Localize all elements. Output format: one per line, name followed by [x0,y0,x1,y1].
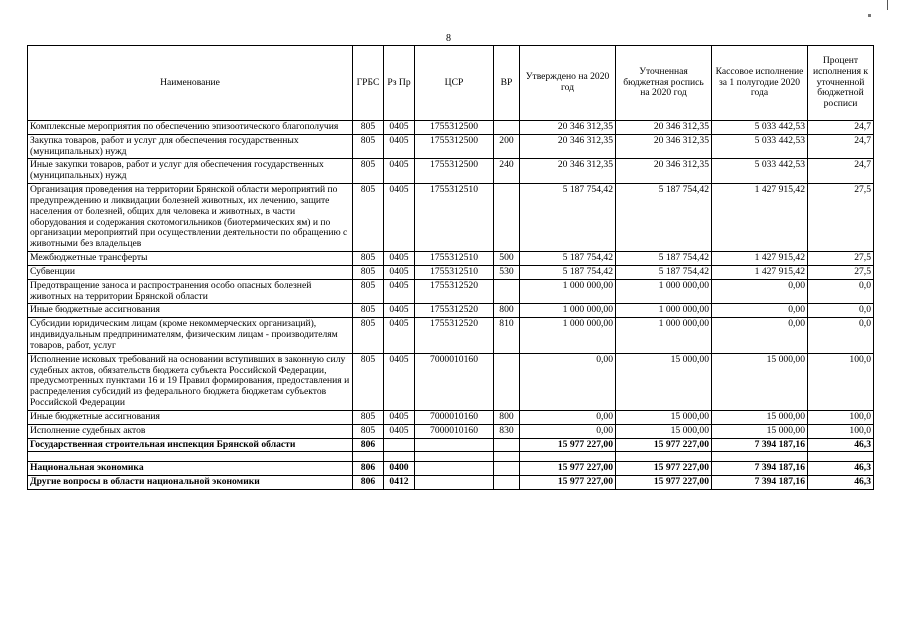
cell-vr: 830 [494,424,520,438]
cell-approved: 20 346 312,35 [520,134,616,159]
cell-csr [415,476,494,490]
cell-rzpr: 0405 [384,134,415,159]
cell-refined: 1 000 000,00 [616,304,712,318]
cell-name: Иные бюджетные ассигнования [28,304,353,318]
cell-approved: 0,00 [520,424,616,438]
cell-refined: 15 977 227,00 [616,476,712,490]
cell-csr: 1755312520 [415,318,494,353]
cell-csr: 1755312500 [415,134,494,159]
cell-csr: 1755312500 [415,159,494,184]
cell-refined: 1 000 000,00 [616,318,712,353]
table-row [28,476,874,490]
cell-rzpr: 0405 [384,353,415,410]
budget-table [27,45,874,490]
cell-cash: 15 000,00 [712,410,808,424]
cell-name: Межбюджетные трансферты [28,252,353,266]
table-row [28,252,874,266]
cell-name: Национальная экономика [28,462,353,476]
cell-refined: 20 346 312,35 [616,121,712,135]
page-edge-mark [887,0,888,10]
header-csr: ЦСР [415,46,494,121]
empty-cell [353,452,384,462]
cell-rzpr [384,438,415,452]
cell-grbs: 805 [353,353,384,410]
table-row [28,438,874,452]
cell-name: Исполнение исковых требований на основании вступивших в законную силу судебных актов, обязательств бюджета субъекта Российской Федерации, предусмотренных пунктами 16 и 19 Правил формирования, предоставления и распределения субсидий из федерального бюджета бюджетам субъектов Российской Федерации [28,353,353,410]
table-row [28,265,874,279]
table-row [28,134,874,159]
cell-name: Закупка товаров, работ и услуг для обеспечения государственных (муниципальных) нужд [28,134,353,159]
cell-csr: 1755312510 [415,252,494,266]
cell-percent: 0,0 [808,279,874,304]
cell-approved: 15 977 227,00 [520,462,616,476]
cell-percent: 46,3 [808,476,874,490]
empty-cell [616,452,712,462]
cell-cash: 1 427 915,42 [712,184,808,252]
cell-percent: 27,5 [808,184,874,252]
cell-vr [494,462,520,476]
header-percent: Процент исполнения к уточненной бюджетной росписи [808,46,874,121]
cell-name: Комплексные мероприятия по обеспечению эпизоотического благополучия [28,121,353,135]
cell-name: Иные закупки товаров, работ и услуг для обеспечения государственных (муниципальных) нужд [28,159,353,184]
cell-refined: 5 187 754,42 [616,252,712,266]
cell-approved: 20 346 312,35 [520,121,616,135]
cell-percent: 27,5 [808,252,874,266]
cell-approved: 5 187 754,42 [520,265,616,279]
cell-percent: 27,5 [808,265,874,279]
cell-vr: 530 [494,265,520,279]
cell-vr [494,476,520,490]
cell-percent: 100,0 [808,424,874,438]
cell-approved: 5 187 754,42 [520,184,616,252]
cell-cash: 7 394 187,16 [712,476,808,490]
cell-csr: 7000010160 [415,410,494,424]
cell-vr: 500 [494,252,520,266]
cell-percent: 24,7 [808,121,874,135]
cell-csr: 7000010160 [415,424,494,438]
cell-name: Исполнение судебных актов [28,424,353,438]
cell-refined: 5 187 754,42 [616,265,712,279]
cell-name: Организация проведения на территории Брянской области мероприятий по предупреждению и ликвидации болезней животных, их лечению, защите населения от болезней, общих для человека и животных, в части оборудования и содержания скотомогильников (биотермических ям) и по организации мероприятий при осуществлении деятельности по обращению с животными без владельцев [28,184,353,252]
cell-rzpr: 0405 [384,121,415,135]
cell-name: Иные бюджетные ассигнования [28,410,353,424]
cell-cash: 7 394 187,16 [712,438,808,452]
cell-rzpr: 0405 [384,265,415,279]
cell-csr: 1755312520 [415,304,494,318]
cell-approved: 0,00 [520,353,616,410]
cell-grbs: 805 [353,252,384,266]
cell-vr: 800 [494,410,520,424]
table-body [28,121,874,490]
cell-approved: 15 977 227,00 [520,476,616,490]
cell-name: Государственная строительная инспекция Брянской области [28,438,353,452]
table-header-row [28,46,874,121]
cell-csr: 7000010160 [415,353,494,410]
cell-vr [494,353,520,410]
empty-cell [712,452,808,462]
cell-vr [494,121,520,135]
table-row [28,424,874,438]
cell-grbs: 805 [353,121,384,135]
cell-csr: 1755312500 [415,121,494,135]
cell-name: Другие вопросы в области национальной экономики [28,476,353,490]
cell-refined: 15 977 227,00 [616,462,712,476]
cell-cash: 5 033 442,53 [712,134,808,159]
cell-percent: 24,7 [808,134,874,159]
cell-refined: 5 187 754,42 [616,184,712,252]
header-vr: ВР [494,46,520,121]
empty-cell [520,452,616,462]
cell-percent: 46,3 [808,462,874,476]
cell-percent: 0,0 [808,318,874,353]
cell-rzpr: 0405 [384,304,415,318]
cell-cash: 1 427 915,42 [712,252,808,266]
cell-cash: 1 427 915,42 [712,265,808,279]
cell-vr [494,184,520,252]
cell-csr: 1755312510 [415,184,494,252]
cell-refined: 15 000,00 [616,410,712,424]
cell-name: Предотвращение заноса и распространения особо опасных болезней животных на территории Брянской области [28,279,353,304]
cell-refined: 20 346 312,35 [616,159,712,184]
header-approved: Утверждено на 2020 год [520,46,616,121]
cell-rzpr: 0405 [384,410,415,424]
cell-grbs: 805 [353,318,384,353]
cell-rzpr: 0412 [384,476,415,490]
cell-percent: 46,3 [808,438,874,452]
cell-vr [494,279,520,304]
cell-vr: 800 [494,304,520,318]
cell-grbs: 805 [353,410,384,424]
header-name: Наименование [28,46,353,121]
header-grbs: ГРБС [353,46,384,121]
cell-cash: 5 033 442,53 [712,159,808,184]
table-row [28,318,874,353]
table-row [28,462,874,476]
spacer-row [28,452,874,462]
cell-rzpr: 0405 [384,318,415,353]
cell-rzpr: 0405 [384,184,415,252]
empty-cell [494,452,520,462]
cell-percent: 100,0 [808,353,874,410]
cell-grbs: 806 [353,476,384,490]
cell-cash: 0,00 [712,279,808,304]
cell-name: Субсидии юридическим лицам (кроме некоммерческих организаций), индивидуальным предпринимателям, физическим лицам - производителям товаров, работ, услуг [28,318,353,353]
cell-approved: 15 977 227,00 [520,438,616,452]
cell-grbs: 805 [353,159,384,184]
cell-approved: 20 346 312,35 [520,159,616,184]
cell-cash: 15 000,00 [712,424,808,438]
cell-cash: 0,00 [712,318,808,353]
table-row [28,184,874,252]
cell-vr: 200 [494,134,520,159]
empty-cell [808,452,874,462]
header-rzpr: Рз Пр [384,46,415,121]
table-row [28,304,874,318]
cell-csr [415,438,494,452]
table-row [28,410,874,424]
cell-cash: 15 000,00 [712,353,808,410]
cell-vr: 810 [494,318,520,353]
table-row [28,121,874,135]
cell-cash: 7 394 187,16 [712,462,808,476]
cell-percent: 24,7 [808,159,874,184]
header-cash: Кассовое исполнение за 1 полугодие 2020 года [712,46,808,121]
cell-name: Субвенции [28,265,353,279]
cell-rzpr: 0400 [384,462,415,476]
cell-grbs: 805 [353,424,384,438]
cell-grbs: 805 [353,134,384,159]
cell-rzpr: 0405 [384,252,415,266]
cell-grbs: 805 [353,184,384,252]
cell-grbs: 805 [353,279,384,304]
cell-approved: 1 000 000,00 [520,318,616,353]
cell-refined: 15 000,00 [616,424,712,438]
cell-percent: 100,0 [808,410,874,424]
cell-vr: 240 [494,159,520,184]
cell-grbs: 806 [353,438,384,452]
table-row [28,353,874,410]
cell-approved: 0,00 [520,410,616,424]
cell-csr: 1755312520 [415,279,494,304]
page-number: 8 [446,33,451,44]
scan-speck [868,14,871,17]
cell-approved: 1 000 000,00 [520,279,616,304]
cell-rzpr: 0405 [384,424,415,438]
cell-refined: 15 977 227,00 [616,438,712,452]
empty-cell [28,452,353,462]
table-row [28,159,874,184]
cell-rzpr: 0405 [384,279,415,304]
empty-cell [384,452,415,462]
cell-grbs: 806 [353,462,384,476]
table-row [28,279,874,304]
cell-refined: 1 000 000,00 [616,279,712,304]
cell-grbs: 805 [353,265,384,279]
cell-refined: 15 000,00 [616,353,712,410]
header-refined: Уточненная бюджетная роспись на 2020 год [616,46,712,121]
cell-cash: 0,00 [712,304,808,318]
cell-cash: 5 033 442,53 [712,121,808,135]
cell-csr [415,462,494,476]
cell-grbs: 805 [353,304,384,318]
cell-rzpr: 0405 [384,159,415,184]
cell-approved: 5 187 754,42 [520,252,616,266]
cell-vr [494,438,520,452]
cell-approved: 1 000 000,00 [520,304,616,318]
cell-csr: 1755312510 [415,265,494,279]
cell-refined: 20 346 312,35 [616,134,712,159]
empty-cell [415,452,494,462]
cell-percent: 0,0 [808,304,874,318]
